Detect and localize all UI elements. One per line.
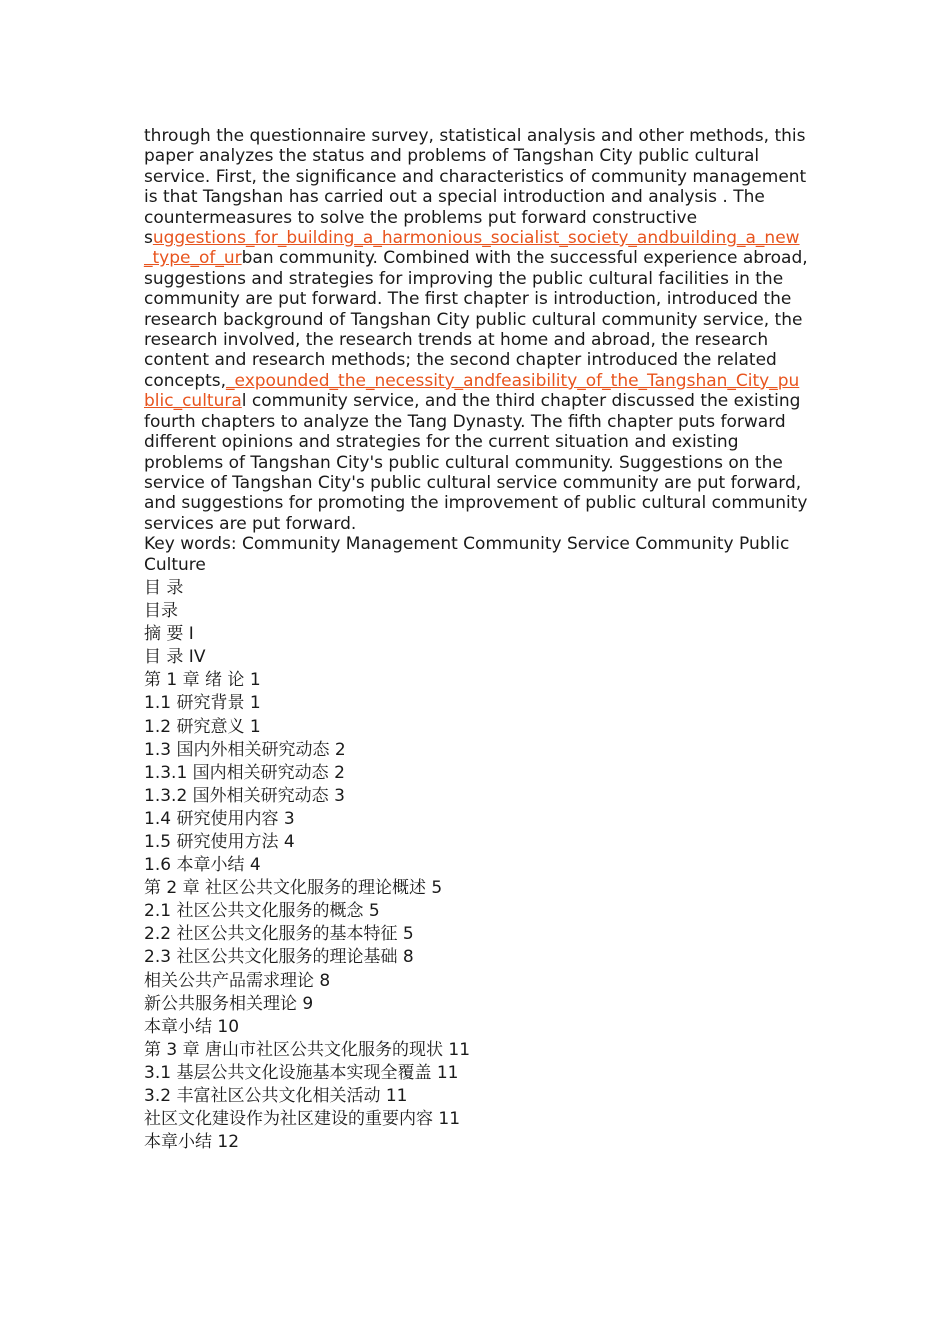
toc-entry: 目 录 — [144, 577, 184, 598]
toc-entry: 3.2 丰富社区公共文化相关活动 11 — [144, 1086, 408, 1106]
toc-entry: 1.4 研究使用内容 3 — [144, 808, 295, 829]
toc-entry: 2.3 社区公共文化服务的理论基础 8 — [144, 947, 414, 968]
toc-entry: 相关公共产品需求理论 8 — [144, 970, 331, 991]
toc-entry: 新公共服务相关理论 9 — [144, 993, 314, 1014]
toc-entry: 2.2 社区公共文化服务的基本特征 5 — [144, 924, 414, 945]
toc-entry: 目录 — [144, 601, 178, 622]
toc-entry: 3.1 基层公共文化设施基本实现全覆盖 11 — [144, 1062, 459, 1083]
toc-entry: 1.2 研究意义 1 — [144, 716, 261, 737]
table-of-contents — [144, 577, 808, 1154]
toc-entry: 1.5 研究使用方法 4 — [144, 831, 295, 852]
toc-entry: 社区文化建设作为社区建设的重要内容 11 — [144, 1109, 461, 1130]
toc-entry: 1.3.1 国内相关研究动态 2 — [144, 762, 345, 783]
toc-entry: 1.1 研究背景 1 — [144, 693, 261, 714]
abstract-paragraph — [144, 126, 808, 534]
toc-entry: 目 录 IV — [144, 647, 206, 668]
toc-entry: 1.3.2 国外相关研究动态 3 — [144, 785, 345, 806]
highlighted-text-1: uggestions_for_building_a_harmonious_socialist_society_andbuilding_a_new_type_of_ur — [144, 228, 800, 269]
toc-entry: 本章小结 12 — [144, 1132, 240, 1153]
keywords-line: Key words: Community Management Community Service Community Public Culture — [144, 534, 790, 575]
highlighted-text-2: _expounded_the_necessity_andfeasibility_of_the_Tangshan_City_public_cultura — [144, 370, 800, 412]
toc-entry: 1.6 本章小结 4 — [144, 855, 261, 876]
abstract-text-1: through the questionnaire survey, statistical analysis and other methods, this paper analyzes the status and problems of Tangshan City public cultural service. First, the significance and characteristics of community management is that Tangshan has carried out a special introduction and analysis . The countermeasures to solve the problems put forward constructive s — [144, 126, 807, 249]
document-page — [144, 126, 808, 1154]
toc-entry: 第 1 章 绪 论 1 — [144, 670, 261, 691]
abstract-text-2: ban community. Combined with the successful experience abroad, suggestions and strategies for improving the public cultural facilities in the community are put forward. The first chapter is introduction, introduced the research background of Tangshan City public cultural community service, the research involved, the research trends at home and abroad, the research content and research methods; the second chapter introduced the related concepts, — [144, 248, 808, 391]
toc-entry: 第 3 章 唐山市社区公共文化服务的现状 11 — [144, 1039, 471, 1060]
toc-entry: 本章小结 10 — [144, 1016, 240, 1037]
toc-entry: 1.3 国内外相关研究动态 2 — [144, 739, 346, 760]
toc-entry: 第 2 章 社区公共文化服务的理论概述 5 — [144, 878, 443, 899]
toc-entry: 摘 要 I — [144, 624, 194, 645]
toc-entry: 2.1 社区公共文化服务的概念 5 — [144, 901, 380, 922]
abstract-text-3: l community service, and the third chapter discussed the existing fourth chapters to analyze the Tang Dynasty. The fifth chapter puts forward different opinions and strategies for the current situation and existing problems of Tangshan City's public cultural community. Suggestions on the service of Tangshan City's public cultural service community are put forward, and suggestions for promoting the improvement of public cultural community services are put forward. — [144, 391, 808, 534]
